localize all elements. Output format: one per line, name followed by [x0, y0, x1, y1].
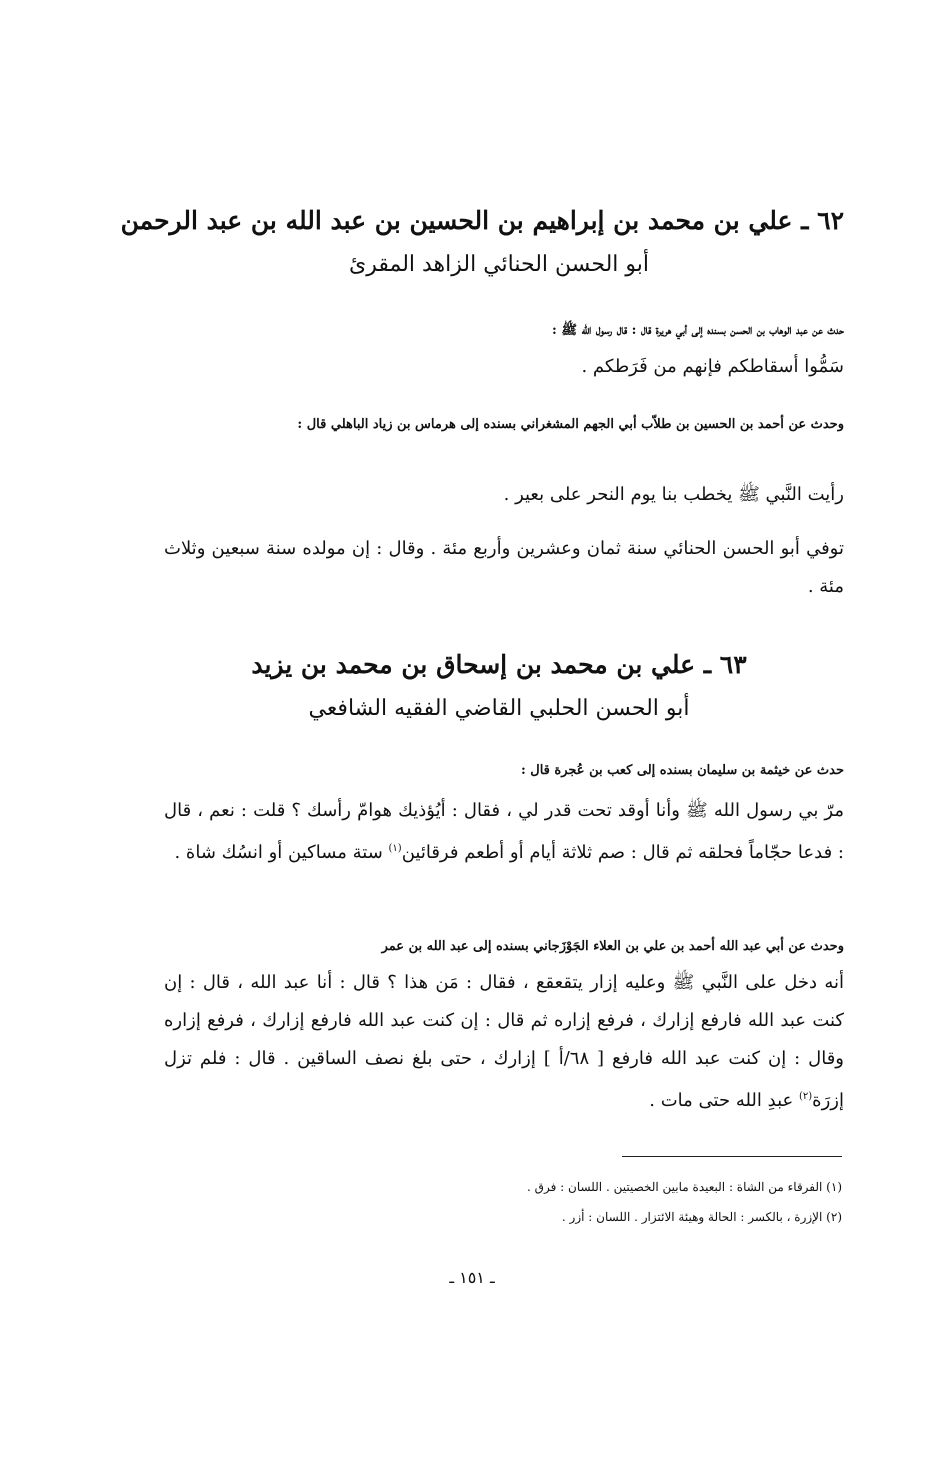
footnote-ref-2: (٢) — [798, 1091, 813, 1102]
entry-63-hadith-2-text-a: أنه دخل على النَّبي ﷺ وعليه إزار يتقعقع ، فقال : مَن هذا ؟ قال : أنا عبد الله ، قال : إن كنت عبد الله فارفع إزارك ، فرفع إزاره ثم قال : إن كنت عبد الله فارفع إزارك ، فرفع إزاره وقال : إن كنت عبد الله فارفع [ ٦٨/أ ] إزارك ، حتى بلغ نصف الساقين . قال : فلم تزل إزرَة — [164, 972, 844, 1111]
entry-63-title: ٦٣ ـ علي بن محمد بن إسحاق بن محمد بن يزيد — [251, 650, 747, 679]
entry-63-subtitle: أبو الحسن الحلبي القاضي الفقيه الشافعي — [308, 696, 690, 721]
entry-63-hadith-1-text-a: مرّ بي رسول الله ﷺ وأنا أوقد تحت قدر لي ، فقال : أيُؤذيك هوامّ رأسك ؟ قلت : نعم ، قال : فدعا حجّاماً فحلقه ثم قال : صم ثلاثة أيام أو أطعم فرقائين — [164, 800, 844, 863]
page-number: ـ ١٥١ ـ — [449, 1268, 495, 1287]
entry-62-hadith-2: رأيت النَّبي ﷺ يخطب بنا يوم النحر على بعير . — [503, 484, 844, 505]
footnote-2: (٢) الإزرة ، بالكسر : الحالة وهيئة الائتزار . اللسان : أزر . — [561, 1210, 842, 1224]
entry-62-title: ٦٢ ـ علي بن محمد بن إبراهيم بن الحسين بن عبد الله بن عبد الرحمن — [120, 206, 844, 235]
entry-62-subtitle: أبو الحسن الحنائي الزاهد المقرئ — [348, 252, 650, 277]
entry-63-hadith-2-text-b: عبدِ الله حتى مات . — [649, 1090, 799, 1111]
entry-63-isnad-2: وحدث عن أبي عبد الله أحمد بن علي بن العلاء الجَوْزَجاني بسنده إلى عبد الله بن عمر — [381, 939, 844, 954]
entry-63-hadith-2 — [164, 964, 844, 1120]
entry-62-hadith-1: سَمُّوا أسقاطكم فإنهم من فَرَطكم . — [581, 356, 844, 377]
footnote-ref-1: (١) — [388, 843, 402, 854]
footnote-divider — [622, 1156, 842, 1157]
entry-62-isnad-2: وحدث عن أحمد بن الحسين بن طلاّب أبي الجهم المشغراني بسنده إلى هرماس بن زياد الباهلي قال : — [297, 417, 844, 432]
entry-63-hadith-1-text-b: ستة مساكين أو انسُك شاة . — [174, 842, 389, 863]
entry-63-isnad-1: حدث عن خيثمة بن سليمان بسنده إلى كعب بن عُجرة قال : — [520, 763, 844, 778]
footnote-1: (١) الفرقاء من الشاة : البعيدة مابين الخصيتين . اللسان : فرق . — [527, 1180, 842, 1194]
entry-63-hadith-1 — [164, 792, 844, 872]
entry-62-isnad-1: حدث عن عبد الوهاب بن الحسن بسنده إلى أبي هريرة قال : قال رسول الله ﷺ : — [552, 323, 844, 338]
entry-62-death-note: توفي أبو الحسن الحنائي سنة ثمان وعشرين وأربع مئة . وقال : إن مولده سنة سبعين وثلاث مئة . — [164, 538, 844, 597]
